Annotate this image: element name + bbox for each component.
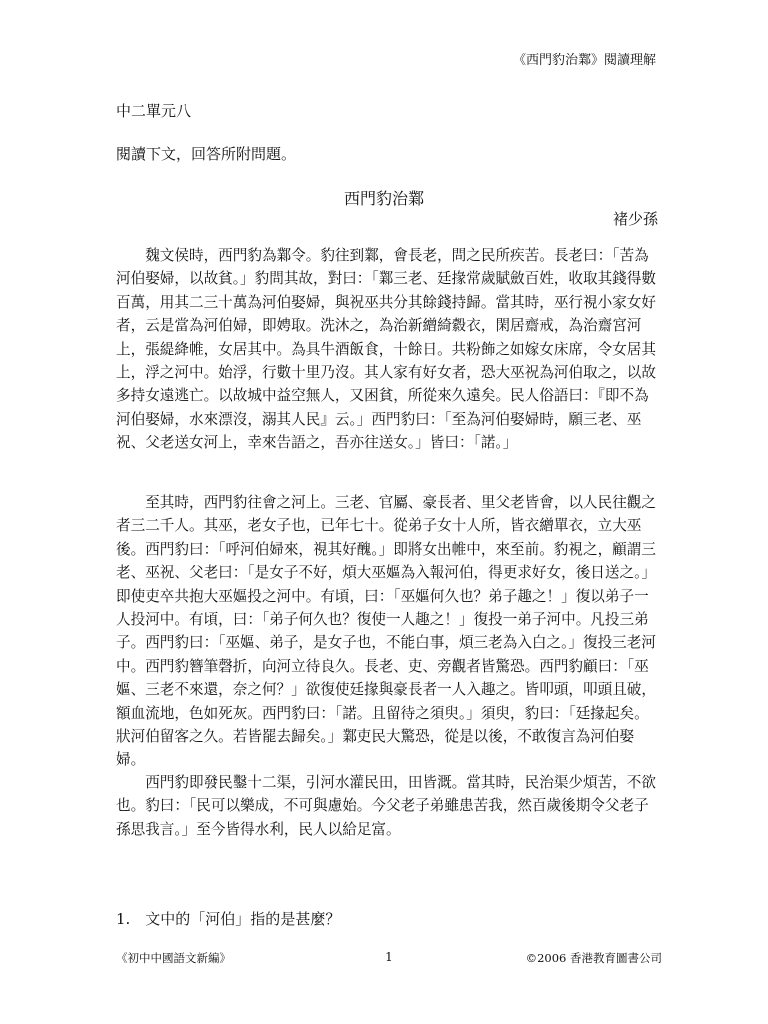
unit-label: 中二單元八 [116, 102, 192, 120]
footer-page-number: 1 [385, 950, 393, 964]
page-footer [116, 950, 662, 966]
article-paragraph-1: 魏文侯時，西門豹為鄴令。豹往到鄴，會長老，問之民所疾苦。長老曰：「苦為河伯娶婦，以故貧。」豹問其故，對曰：「鄴三老、廷掾常歲賦斂百姓，收取其錢得數百萬，用其二三十萬為河伯娶婦，與祝巫共分其餘錢持歸。當其時，巫行視小家女好者，云是當為河伯婦，即娉取。洗沐之，為治新繒綺縠衣，閑居齋戒，為治齋宮河上，張緹絳帷，女居其中。為具牛酒飯食，十餘日。共粉飾之如嫁女床席，令女居其上，浮之河中。始浮，行數十里乃沒。其人家有好女者，恐大巫祝為河伯取之，以故多持女遠逃亡。以故城中益空無人，又困貧，所從來久遠矣。民人俗語曰：『即不為河伯娶婦，水來漂沒，溺其人民』云。」西門豹曰：「至為河伯娶婦時，願三老、巫祝、父老送女河上，幸來告語之，吾亦往送女。」皆曰：「諾。」 [116, 247, 656, 452]
instruction-text: 閱讀下文，回答所附問題。 [116, 145, 297, 163]
footer-copyright: ©2006 香港教育圖書公司 [525, 951, 662, 965]
article-paragraph-2: 至其時，西門豹往會之河上。三老、官屬、豪長者、里父老皆會，以人民往觀之者三二千人。其巫，老女子也，已年七十。從弟子女十人所，皆衣繒單衣，立大巫後。西門豹曰：「呼河伯婦來，視其好醜。」即將女出帷中，來至前。豹視之，顧謂三老、巫祝、父老曰：「是女子不好，煩大巫嫗為入報河伯，得更求好女，後日送之。」即使吏卒共抱大巫嫗投之河中。有頃，曰：「巫嫗何久也？弟子趣之！」復以弟子一人投河中。有頃，曰：「弟子何久也？復使一人趣之！」復投一弟子河中。凡投三弟子。西門豹曰：「巫嫗、弟子，是女子也，不能白事，煩三老為入白之。」復投三老河中。西門豹簪筆磬折，向河立待良久。長老、吏、旁觀者皆驚恐。西門豹顧曰：「巫嫗、三老不來還，奈之何？」欲復使廷掾與豪長者一人入趣之。皆叩頭，叩頭且破，額血流地，色如死灰。西門豹曰：「諾。且留待之須臾。」須臾，豹曰：「廷掾起矣。狀河伯留客之久。若皆罷去歸矣。」鄴吏民大驚恐，從是以後，不敢復言為河伯娶婦。 [116, 494, 656, 769]
article-paragraph-3: 西門豹即發民鑿十二渠，引河水灌民田，田皆溉。當其時，民治渠少煩苦，不欲也。豹曰：「民可以樂成，不可與慮始。今父老子弟雖患苦我，然百歲後期令父老子孫思我言。」至今皆得水利，民人以給足富。 [116, 774, 656, 838]
article-title: 西門豹治鄴 [343, 189, 424, 208]
question-1: 1. 文中的「河伯」指的是甚麼？ [116, 910, 341, 928]
footer-book-title: 《初中中國語文新編》 [116, 951, 231, 965]
document-header-title: 《西門豹治鄴》閱讀理解 [512, 53, 656, 68]
article-author: 褚少孫 [612, 210, 658, 228]
